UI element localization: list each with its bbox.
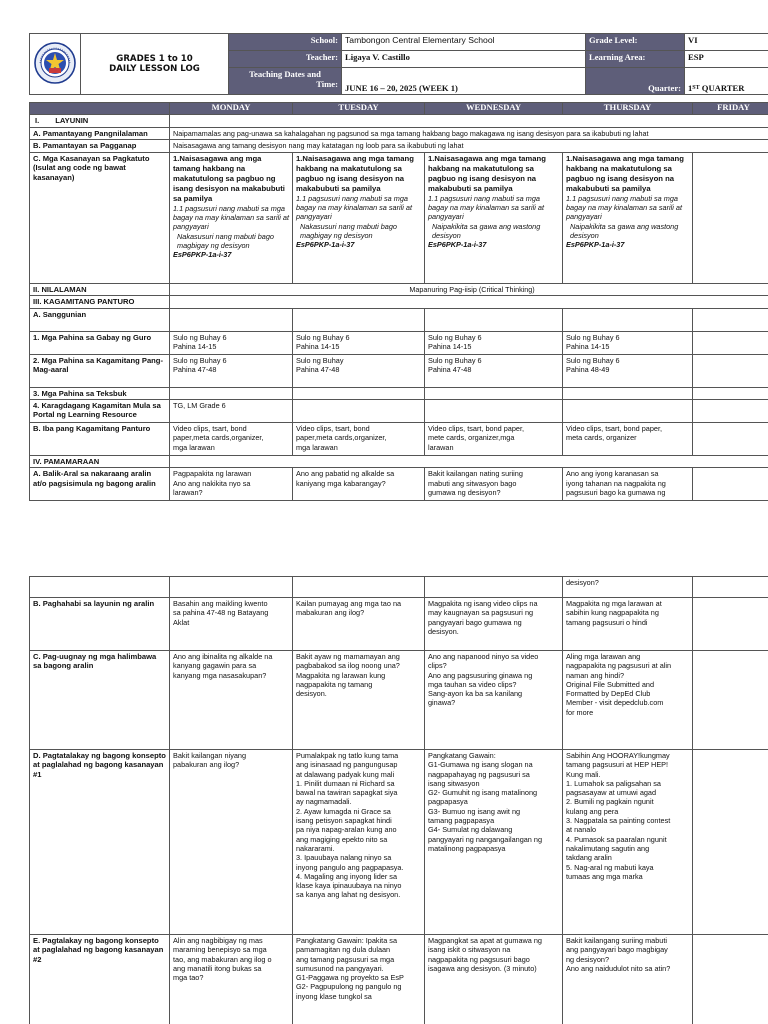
cell-line: Pahina 47-48 — [428, 364, 472, 374]
cell-line: larawan? — [173, 488, 203, 498]
teacher-value: Ligaya V. Castillo — [342, 51, 586, 68]
cell-line: Pumalakpak ng tatlo kung tama — [296, 751, 399, 760]
row-label: 3. Mga Pahina sa Teksbuk — [30, 387, 170, 399]
pamantayan-sa-pagganap-text: Naisasagawa ang tamang desisyon nang may katatagan ng loob para sa ikabubuti ng lahat — [170, 140, 768, 152]
cell-line: desisyon. — [428, 626, 459, 636]
cell-line: Ano ang naidudulot nito sa atin? — [566, 963, 671, 973]
paghahabi-monday — [170, 598, 293, 651]
cell-blank — [170, 308, 293, 331]
cell-line: 3. Ipauubaya nalang ninyo sa — [296, 853, 392, 863]
paghahabi-thursday — [563, 598, 693, 651]
cell-line: Video clips, tsart, bond paper, — [566, 424, 663, 434]
pagtatalakay-2-wednesday — [425, 935, 563, 1024]
row-label: B. Paghahabi sa layunin ng aralin — [30, 598, 170, 651]
balik-aral-monday — [170, 468, 293, 501]
title-line-2: DAILY LESSON LOG — [109, 64, 200, 74]
kagamitang-panturo-row — [30, 296, 768, 308]
cell-line: Kung mali. — [566, 769, 601, 779]
dates-label-1: Teaching Dates and — [249, 69, 321, 79]
deped-logo — [30, 34, 81, 95]
cell-line: 1. Pinilit dumaan ni Richard sa — [296, 778, 395, 788]
paghahabi-row — [30, 598, 768, 651]
cell-line: Ano ang napanood ninyo sa video — [428, 652, 539, 661]
cell-line: Formatted by DepEd Club — [566, 689, 651, 699]
balik-aral-friday — [693, 468, 768, 501]
cell-line: Member - visit depedclub.com — [566, 698, 664, 708]
cell-line: mga tauhan sa video clips? — [428, 679, 517, 689]
kasanayan-code: EsP6PKP-1a-i-37 — [296, 240, 355, 250]
lesson-table-part-1 — [29, 102, 768, 501]
cell-line: mabuti ang sitwasyon bago — [428, 478, 517, 488]
cell-line: Bakit kailangang suriing mabuti — [566, 936, 667, 945]
cell-blank — [693, 387, 768, 399]
cell-line: pagbabakod sa ilog noong una? — [296, 661, 400, 671]
cell-line: 2. Bumili ng pagkain ngunit — [566, 797, 654, 807]
cell-blank — [170, 387, 293, 399]
cell-line: Aling mga larawan ang — [566, 652, 641, 661]
cell-line: paper,meta cards,organizer, — [296, 433, 387, 443]
cell-blank — [425, 400, 563, 423]
kasanayan-sub-2: Nakasusuri nang mabuti bago magbigay ng desisyon — [177, 231, 274, 250]
cell-line: pagsusuri bago ka gumawa ng — [566, 488, 666, 498]
cell-line: Sulo ng Buhay 6 — [428, 332, 482, 342]
quarter-suffix: ST — [692, 85, 700, 91]
cell-line: iyong tahanan na nagpakita ng — [566, 478, 666, 488]
kasanayan-friday — [693, 152, 768, 283]
iba-pang-kagamitan-row — [30, 423, 768, 456]
cell-line: ang manatili itong bukas sa — [173, 963, 262, 973]
cell-line: 1. Lumahok sa paligsahan sa — [566, 778, 661, 788]
portal-resource-row — [30, 400, 768, 423]
cell-blank — [563, 400, 693, 423]
cell-line: at nanalo — [566, 825, 597, 835]
pagtatalakay-2-friday — [693, 935, 768, 1024]
paghahabi-friday — [693, 598, 768, 651]
layunin-heading — [30, 115, 170, 128]
row-label: C. Mga Kasanayan sa Pagkatuto (Isulat ang code ng bawat kasanayan) — [30, 152, 170, 283]
cell-blank — [293, 308, 425, 331]
cell-line: Bakit kailangan nating suriing — [428, 469, 523, 479]
pamantayang-pangnilalaman-row — [30, 128, 768, 140]
cell-line: Ano ang pabatid ng alkalde sa — [296, 469, 395, 479]
kasanayan-sub-1: 1.1 pagsusuri nang mabuti sa mga bagay na may kinalaman sa sarili at pangyayari — [173, 203, 289, 232]
mag-aaral-tuesday — [293, 354, 425, 387]
cell-line: 4. Pumasok sa paaralan ngunit — [566, 834, 667, 844]
cell-blank — [170, 577, 293, 598]
pagtatalakay-1-thursday — [563, 750, 693, 935]
cell-line: 5. Nag-aral ng mabuti kaya — [566, 862, 654, 872]
cell-line: nagpapahayag ng pagsusuri sa — [428, 769, 530, 779]
kagamitang-mag-aaral-row — [30, 354, 768, 387]
kagamitang-blank — [170, 296, 768, 308]
dates-label — [229, 68, 342, 95]
cell-line: pangyayari ng nangangailangan ng — [428, 834, 543, 844]
cell-line: naman ang hindi? — [566, 670, 625, 680]
cell-line: Video clips, tsart, bond — [296, 424, 370, 434]
kasanayan-main: 1.Naisasagawa ang mga tamang hakbang na makatutulong sa pagbuo ng isang desisyon na makabubuti sa pamilya — [173, 153, 285, 203]
cell-blank — [693, 577, 768, 598]
cell-line: Pahina 47-48 — [296, 364, 340, 374]
cell-line: sabihin kung nagpapakita ng — [566, 608, 659, 618]
teksbuk-row — [30, 387, 768, 399]
cell-line: takdang aralin — [566, 853, 612, 863]
pagtatalakay-1-friday — [693, 750, 768, 935]
gabay-guro-tuesday — [293, 331, 425, 354]
balik-aral-row — [30, 468, 768, 501]
kasanayan-sub-1: 1.1 pagsusuri nang mabuti sa mga bagay na may kinalaman sa sarili at pangyayari — [566, 193, 682, 222]
cell-line: Pangkatang Gawain: — [428, 751, 496, 760]
kasanayan-thursday — [563, 152, 693, 283]
cell-line: Sulo ng Buhay 6 — [566, 332, 620, 342]
title-line-1: GRADES 1 to 10 — [116, 54, 193, 64]
cell-line: Basahin ang maikling kwento — [173, 599, 268, 608]
cell-blank — [30, 577, 170, 598]
cell-line: may kaugnayan sa pagsusuri ng — [428, 608, 534, 618]
day-wednesday: WEDNESDAY — [425, 103, 563, 115]
layunin-label: LAYUNIN — [55, 116, 89, 125]
cell-line: sa kanya ang lahat ng desisyon. — [296, 890, 401, 900]
cell-line: nagpapakita ng tamang — [296, 679, 373, 689]
mag-aaral-wednesday — [425, 354, 563, 387]
cell-line: Video clips, tsart, bond — [173, 424, 247, 434]
gabay-guro-monday — [170, 331, 293, 354]
kasanayan-row — [30, 152, 768, 283]
cell-line: Ano ang pagsusuring ginawa ng — [428, 670, 533, 680]
layunin-blank — [170, 115, 768, 128]
cell-blank — [563, 387, 693, 399]
row-label: E. Pagtalakay ng bagong konsepto at paglalahad ng bagong kasanayan #2 — [30, 935, 170, 1024]
cell-line: mga tao? — [173, 973, 204, 983]
cell-line: sumusunod na pangyayari. — [296, 963, 384, 973]
kasanayan-sub-1: 1.1 pagsusuri nang mabuti sa mga bagay na may kinalaman sa sarili at pangyayari — [428, 193, 544, 222]
gabay-guro-friday — [693, 331, 768, 354]
nilalaman-text: Mapanuring Pag-iisip (Critical Thinking) — [170, 283, 768, 295]
kasanayan-sub-2: Nakasusuri nang mabuti bago magbigay ng desisyon — [300, 221, 397, 240]
row-label: IV. PAMAMARAAN — [30, 456, 170, 468]
cell-line: maraming benepisyo sa mga — [173, 945, 267, 955]
cell-line: tamang pagsusuri at HEP HEP! — [566, 760, 669, 770]
pamamaraan-row — [30, 456, 768, 468]
cell-line: clips? — [428, 661, 447, 671]
cell-line: Video clips, tsart, bond paper, — [428, 424, 525, 434]
cell-line: nakararami. — [296, 843, 335, 853]
cell-line: klase kaya ipinauubaya na ninyo — [296, 881, 402, 891]
lesson-table-part-2 — [29, 576, 768, 1024]
row-label: 2. Mga Pahina sa Kagamitang Pang- Mag-aaral — [30, 354, 170, 387]
grade-label: Grade Level: — [586, 34, 685, 51]
gabay-guro-wednesday — [425, 331, 563, 354]
cell-line: Sulo ng Buhay 6 — [428, 355, 482, 365]
pagtatalakay-1-monday — [170, 750, 293, 935]
row-label: A. Balik-Aral sa nakaraang aralin at/o pagsisimula ng bagong aralin — [30, 468, 170, 501]
row-label: II. NILALAMAN — [30, 283, 170, 295]
cell-line: tamang pagsusuri o hindi — [566, 617, 648, 627]
balik-aral-tuesday — [293, 468, 425, 501]
cell-line: 4. Magaling ang inyong lider sa — [296, 871, 398, 881]
dates-value: JUNE 16 – 20, 2025 (WEEK 1) — [342, 68, 586, 95]
quarter-number: 1 — [688, 83, 693, 93]
layunin-number: I. — [35, 116, 40, 125]
cell-line: pa niya napag-aralan kung ano — [296, 825, 397, 835]
quarter-value — [685, 68, 768, 95]
cell-blank — [293, 400, 425, 423]
grade-value: VI — [685, 34, 768, 51]
pagtatalakay-2-monday — [170, 935, 293, 1024]
pagtatalakay-1-tuesday — [293, 750, 425, 935]
row-label: 1. Mga Pahina sa Gabay ng Guro — [30, 331, 170, 354]
row-label: III. KAGAMITANG PANTURO — [30, 296, 170, 308]
log-title — [81, 34, 229, 95]
iba-wednesday — [425, 423, 563, 456]
cell-line: isang iskit o sitwasyon na — [428, 945, 511, 955]
cell-line: ang magiging epekto nito sa — [296, 834, 388, 844]
kasanayan-code: EsP6PKP-1a-i-37 — [173, 250, 232, 260]
cell-line: at dalawang padyak kung mali — [296, 769, 395, 779]
cell-line: Bakit kailangan niyang — [173, 751, 247, 760]
header-table — [29, 33, 768, 95]
pagtatalakay-2-tuesday — [293, 935, 425, 1024]
cell-line: Ano ang nakikita nyo sa — [173, 478, 251, 488]
cell-line: ay nagmamadali. — [296, 797, 352, 807]
mag-aaral-friday — [693, 354, 768, 387]
day-friday: FRIDAY — [693, 103, 768, 115]
pagtatalakay-1-wednesday — [425, 750, 563, 935]
paghahabi-tuesday — [293, 598, 425, 651]
cell-blank — [425, 387, 563, 399]
pagtatalakay-2-row — [30, 935, 768, 1024]
cell-line: Pahina 14-15 — [428, 341, 472, 351]
cell-line: desisyon. — [296, 689, 327, 699]
cell-line: ang tamang pagsusuri sa mga — [296, 954, 395, 964]
pag-uugnay-friday — [693, 651, 768, 750]
cell-line: Pahina 14-15 — [173, 341, 217, 351]
layunin-row — [30, 115, 768, 128]
cell-line: larawan — [428, 442, 454, 452]
cell-line: Pagpapakita ng larawan — [173, 469, 252, 479]
cell-line: ang pangyayari bago magbigay — [566, 945, 668, 955]
cell-line: Kailan pumayag ang mga tao na — [296, 599, 402, 608]
school-label: School: — [229, 34, 342, 51]
iba-thursday — [563, 423, 693, 456]
cell-line: kulang ang pera — [566, 806, 619, 816]
cell-line: Alin ang nagbibigay ng mas — [173, 936, 263, 945]
balik-aral-thursday — [563, 468, 693, 501]
row-label: C. Pag-uugnay ng mga halimbawa sa bagong aralin — [30, 651, 170, 750]
cell-line: inyong pangulo ang pagpapasya. — [296, 862, 404, 872]
mag-aaral-monday — [170, 354, 293, 387]
iba-monday — [170, 423, 293, 456]
cell-line: ginawa? — [428, 698, 456, 708]
cell-blank — [425, 308, 563, 331]
cell-line: Original File Submitted and — [566, 679, 655, 689]
row-label: A. Sanggunian — [30, 308, 170, 331]
pag-uugnay-row — [30, 651, 768, 750]
pag-uugnay-monday — [170, 651, 293, 750]
cell-line: bawal na tawiran sapagkat siya — [296, 788, 398, 798]
row-label: A. Pamantayang Pangnilalaman — [30, 128, 170, 140]
cell-line: Magpakita ng isang video clips na — [428, 599, 538, 608]
cell-line: Magpakita ng larawan kung — [296, 670, 386, 680]
cell-line: Sulo ng Buhay 6 — [173, 355, 227, 365]
quarter-label: Quarter: — [586, 68, 685, 95]
continuation-row — [30, 577, 768, 598]
portal-monday: TG, LM Grade 6 — [170, 400, 293, 423]
kasanayan-tuesday — [293, 152, 425, 283]
cell-line: nakalimutang sagutin ang — [566, 843, 650, 853]
day-monday: MONDAY — [170, 103, 293, 115]
sanggunian-row — [30, 308, 768, 331]
nilalaman-row — [30, 283, 768, 295]
mag-aaral-thursday — [563, 354, 693, 387]
cell-line: isang sitwasyon — [428, 778, 480, 788]
cell-line: mga larawan — [173, 442, 215, 452]
cell-line: Pahina 14-15 — [296, 341, 340, 351]
row-label: 4. Karagdagang Kagamitan Mula sa Portal ng Learning Resource — [30, 400, 170, 423]
balik-aral-thursday-cont: desisyon? — [563, 577, 693, 598]
cell-line: Bakit ayaw ng mamamayan ang — [296, 652, 400, 661]
area-label: Learning Area: — [586, 51, 685, 68]
kasanayan-main: 1.Naisasagawa ang mga tamang hakbang na makatutulong sa pagbuo ng isang desisyon na makabubuti sa pamilya — [428, 153, 546, 193]
cell-line: Sulo ng Buhay 6 — [566, 355, 620, 365]
cell-line: 3. Nagpatala sa painting contest — [566, 816, 671, 826]
cell-line: pangyayari bago gumawa ng — [428, 617, 522, 627]
kasanayan-wednesday — [425, 152, 563, 283]
quarter-text: QUARTER — [699, 83, 745, 93]
day-tuesday: TUESDAY — [293, 103, 425, 115]
gabay-guro-thursday — [563, 331, 693, 354]
cell-line: pabakuran ang ilog? — [173, 760, 240, 770]
kasanayan-main: 1.Naisasagawa ang mga tamang hakbang na makatutulong sa pagbuo ng isang desisyon na makabubuti sa pamilya — [296, 153, 414, 193]
cell-blank — [563, 308, 693, 331]
kasanayan-code: EsP6PKP-1a-i-37 — [566, 240, 625, 250]
paghahabi-wednesday — [425, 598, 563, 651]
kasanayan-sub-1: 1.1 pagsusuri nang mabuti sa mga bagay na may kinalaman sa sarili at pangyayari — [296, 193, 412, 222]
cell-line: Ano ang ibinalita ng alkalde na — [173, 652, 273, 661]
cell-line: tamang pagpapasya — [428, 816, 495, 826]
row-label: B. Pamantayan sa Pagganap — [30, 140, 170, 152]
cell-line: G2- Gumuhit ng isang matalinong — [428, 788, 538, 798]
cell-line: pamamagitan ng dula dulaan — [296, 945, 391, 955]
gabay-guro-row — [30, 331, 768, 354]
row-label: D. Pagtatalakay ng bagong konsepto at paglalahad ng bagong kasanayan #1 — [30, 750, 170, 935]
cell-blank — [693, 400, 768, 423]
cell-blank — [293, 387, 425, 399]
cell-line: Aklat — [173, 617, 190, 627]
area-value: ESP — [685, 51, 768, 68]
cell-line: matalinong pagpapasya — [428, 843, 506, 853]
cell-blank — [293, 577, 425, 598]
day-header-blank — [30, 103, 170, 115]
iba-friday — [693, 423, 768, 456]
cell-line: G1-Gumawa ng isang slogan na — [428, 760, 533, 770]
cell-blank — [425, 577, 563, 598]
cell-line: mete cards, organizer,mga — [428, 433, 515, 443]
cell-line: kanyang gagawin para sa — [173, 661, 257, 671]
pamantayan-sa-pagganap-row — [30, 140, 768, 152]
cell-line: for more — [566, 707, 594, 717]
cell-line: kanyang mga nasasakupan? — [173, 670, 267, 680]
pagtatalakay-2-thursday — [563, 935, 693, 1024]
cell-line: Magpangkat sa apat at gumawa ng — [428, 936, 542, 945]
cell-line: tao, ang mabakuran ang ilog o — [173, 954, 272, 964]
cell-line: meta cards, organizer — [566, 433, 637, 443]
cell-blank — [693, 308, 768, 331]
cell-line: Pahina 47-48 — [173, 364, 217, 374]
cell-line: paper,meta cards,organizer, — [173, 433, 264, 443]
cell-line: pagpapasya — [428, 797, 468, 807]
cell-line: ng desisyon? — [566, 954, 610, 964]
cell-line: G2- Pagpupulong ng pangulo ng — [296, 982, 402, 992]
kasanayan-sub-2: Naipakikita sa gawa ang wastong desisyon — [432, 221, 541, 240]
cell-line: Pahina 48-49 — [566, 364, 610, 374]
cell-line: tumaas ang mga marka — [566, 871, 643, 881]
kasanayan-monday — [170, 152, 293, 283]
cell-line: isang petisyon sapagkat hindi — [296, 816, 392, 826]
cell-line: gumawa ng desisyon? — [428, 488, 501, 498]
pag-uugnay-tuesday — [293, 651, 425, 750]
cell-line: 2. Ayaw lumagda ni Grace sa — [296, 806, 391, 816]
pagtatalakay-1-row — [30, 750, 768, 935]
cell-line: inyong klase tungkol sa — [296, 991, 372, 1001]
row-label: B. Iba pang Kagamitang Panturo — [30, 423, 170, 456]
school-value: Tambongon Central Elementary School — [342, 34, 586, 51]
kasanayan-main: 1.Naisasagawa ang mga tamang hakbang na makatutulong sa pagbuo ng isang desisyon na makabubuti sa pamilya — [566, 153, 684, 193]
cell-line: nagpapakita ng pagsusuri at alin — [566, 661, 672, 671]
cell-line: Pahina 14-15 — [566, 341, 610, 351]
cell-line: Pangkatang Gawain: Ipakita sa — [296, 936, 398, 945]
balik-aral-wednesday — [425, 468, 563, 501]
cell-line: G3- Bumuo ng isang awit ng — [428, 806, 521, 816]
pag-uugnay-wednesday — [425, 651, 563, 750]
cell-line: Ano ang iyong karanasan sa — [566, 469, 659, 479]
cell-line: Sabihin Ang HOORAY!kungmay — [566, 751, 670, 760]
cell-line: pagsasayaw at umuwi agad — [566, 788, 657, 798]
pag-uugnay-thursday — [563, 651, 693, 750]
iba-tuesday — [293, 423, 425, 456]
cell-line: G4- Sumulat ng dalawang — [428, 825, 513, 835]
cell-line: mabakuran ang ilog? — [296, 608, 365, 618]
kasanayan-sub-2: Naipakikita sa gawa ang wastong desisyon — [570, 221, 679, 240]
day-header-row — [30, 103, 768, 115]
kasanayan-code: EsP6PKP-1a-i-37 — [428, 240, 487, 250]
cell-line: mga larawan — [296, 442, 338, 452]
dates-label-2: Time: — [316, 79, 338, 89]
pamantayang-pangnilalaman-text: Naipamamalas ang pag-unawa sa kahalagahan ng pagsunod sa mga tamang hakbang bago makagawa ng isang desisyon para sa ikabubuti ng lahat — [170, 128, 768, 140]
deped-seal-icon — [34, 42, 76, 84]
cell-line: Sulo ng Buhay 6 — [296, 332, 350, 342]
day-thursday: THURSDAY — [563, 103, 693, 115]
cell-line: sa pahina 47-48 ng Batayang — [173, 608, 269, 618]
teacher-label: Teacher: — [229, 51, 342, 68]
cell-line: isagawa ang desisyon. (3 minuto) — [428, 963, 537, 973]
cell-line: ang isinasaad ng pangungusap — [296, 760, 398, 770]
cell-line: Magpakita ng mga larawan at — [566, 599, 662, 608]
cell-line: Sulo ng Buhay — [296, 355, 344, 365]
pamamaraan-blank — [170, 456, 768, 468]
cell-line: kaniyang mga kabarangay? — [296, 478, 386, 488]
cell-line: G1-Paggawa ng proyekto sa EsP — [296, 973, 404, 983]
cell-line: Sulo ng Buhay 6 — [173, 332, 227, 342]
cell-line: Sang-ayon ka ba sa kanilang — [428, 689, 523, 699]
cell-line: nagpapakita ng pagsusuri bago — [428, 954, 530, 964]
